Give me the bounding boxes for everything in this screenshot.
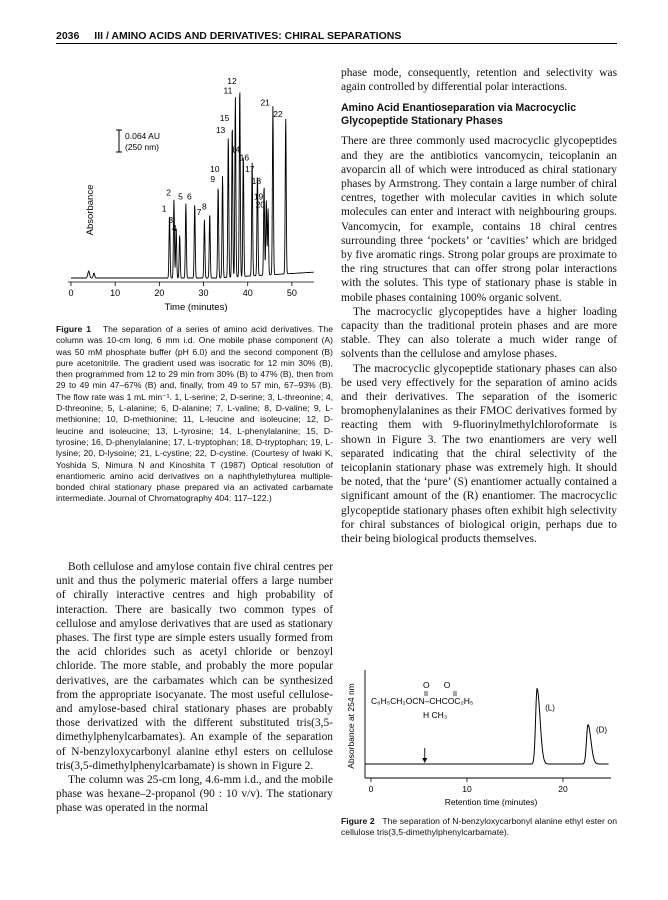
figure1-caption-label: Figure 1 — [56, 324, 92, 334]
figure2-chromatogram — [341, 660, 617, 810]
fig1-x-axis-label: Time (minutes) — [164, 302, 228, 313]
fig1-peak-label: 20 — [255, 199, 266, 210]
fig1-peak-label: 13 — [215, 124, 226, 135]
figure2-caption-label: Figure 2 — [341, 816, 375, 826]
page-header — [56, 30, 616, 44]
figure2-caption-text: The separation of N-benzyloxycarbonyl alanine ethyl ester on cellulose tris(3,5-dimethylphenylcarbamate). — [341, 816, 617, 838]
right-paragraph-1: There are three commonly used macrocyclic glycopeptides and they are the antibiotics vancomycin, teicoplanin an avoparcin all of which were introduced as chiral stationary phases by Armstrong. They contain a large number of chiral centres, together with molecular cavities in which solute molecules can enter and interact with neighbouring groups. Vancomycin, for example, contains 18 chiral centres surrounding three ‘pockets’ or ‘cavities’ which are bridged by five aromatic rings. Strong polar groups are proximate to the ring structures that can offer strong polar interactions with the solutes. This type of stationary phase is stable in mobile phases containing 100% organic solvent. — [341, 135, 617, 304]
fig1-peak-label: 8 — [201, 201, 207, 212]
running-title: III / AMINO ACIDS AND DERIVATIVES: CHIRAL SEPARATIONS — [94, 30, 402, 42]
fig1-tick-label: 30 — [198, 288, 209, 298]
fig2-tick-label: 20 — [558, 784, 568, 794]
fig1-y-axis-label: Absorbance — [85, 184, 96, 236]
fig1-peak-label: 18 — [251, 175, 262, 186]
left-paragraph-1: Both cellulose and amylose contain five chiral centres per unit and thus the polymeric material offers a large number of chirally interactive centres and high probability of interaction. There are basically two common types of cellulose and amylose derivatives that are used as stationary phases. The first type are simple esters usually formed from the acid chlorides such as acetyl chloride or benzoyl chloride. The more stable, and probably the more popular derivatives, are the carbamates which can be synthesized from the appropriate isocyanate. The most useful cellulose- and amylose-based chiral stationary phases are probably those derivatized with the different substituted tris(3,5-dimethylphenylcarbamates). An example of the separation of N-benzyloxycarbonyl alanine ethyl esters on cellulose tris(3,5-dimethylphenylcarbamate) is shown in Figure 2. — [56, 561, 333, 772]
figure2-caption — [341, 816, 617, 839]
page-number: 2036 — [56, 30, 80, 42]
fig1-peak-label: 6 — [186, 191, 192, 202]
fig1-peak-label: 12 — [227, 75, 237, 86]
fig2-structure-line1: O O — [423, 680, 451, 690]
fig2-tick-labels — [369, 778, 568, 794]
fig1-peak-label: 22 — [273, 109, 283, 120]
fig1-peak-label: 11 — [223, 85, 233, 96]
fig1-scale-label: 0.064 AU — [125, 131, 160, 141]
left-column — [56, 560, 333, 816]
fig2-injection-arrowhead — [422, 758, 427, 763]
fig1-tick-label: 0 — [68, 288, 74, 298]
fig2-tick-label: 10 — [462, 784, 472, 794]
fig2-tick-label: 0 — [368, 784, 374, 794]
fig1-peak-label: 14 — [230, 144, 241, 155]
fig1-peak-label: 19 — [253, 191, 264, 202]
fig1-peak-label: 4 — [171, 222, 177, 233]
fig2-peak-label-L: (L) — [545, 703, 555, 713]
right-column — [341, 66, 617, 546]
fig1-peak-label: 3 — [168, 215, 174, 226]
left-paragraph-2: The column was 25-cm long, 4.6-mm i.d., and the mobile phase was hexane–2-propanol (90 : 10 v/v). The stationary phase was operated in the normal — [56, 774, 333, 815]
fig1-peak-label: 16 — [239, 152, 250, 163]
fig2-y-axis-label: Absorbance at 254 nm — [346, 683, 356, 769]
figure1-caption-text: The separation of a series of amino acid derivatives. The column was 10-cm long, 6 mm i.d. One mobile phase component (A) was 50 mM phosphate buffer (pH 6.0) and the second component (B) pure acetonitrile. The gradient used was isocratic for 12 min 30% (B), then programmed from 12 to 29 min from 30% (B) to 47% (B), then from 29 to 49 min 47–67% (B) and, finally, from 49 to 57 min, 67–93% (B). The flow rate was 1 mL min⁻¹. 1, L-serine; 2, D-serine; 3, L-threonine; 4, D-threonine; 5, L-alanine; 6, D-alanine; 7, L-valine; 8, D-valine; 9, L-methionine; 10, D-methionine; 11, L-leucine and isoleucine; 12, D-leucine and isoleucine; 13, L-tyrosine; 14, L-phenylalanine; 15, D-tyrosine; 16, D-phenylalanine; 17, L-tryptophan; 18, D-tryptophan; 19, L-lysine; 20, D-lysoine; 21, L-cystine; 22, D-cystine. (Courtesy of Iwaki K, Yoshida S, Nimura N and Kinoshita T (1987) Optical resolution of enantiomeric amino acid derivatives on a naphthylethylurea multiple-bonded chiral stationary phase prepared via an activated carbamate intermediate. Journal of Chromatography 404: 117–122.) — [56, 324, 333, 504]
right-paragraph-3: The macrocyclic glycopeptide stationary phases can also be used very effectively for the separation of amino acids and their derivatives. The separation of the isomeric bromophenylalanines as their FMOC derivatives formed by reacting them with 9-fluorinylmethylchloroformate is shown in Figure 3. The two enantiomers are very well separated indicating that the chiral selectivity of the teicoplanin stationary phase was extremely high. It should be noted, that the ‘pure’ (S) enantiomer actually contained a significant amount of the (R) enantiomer. The macrocyclic glycopeptide stationary phases often exhibit high selectivity for chiral substances of biological origin, perhaps due to their being biological products themselves. — [341, 362, 617, 546]
header-rule — [56, 43, 617, 44]
fig2-structure-line2: C₆H₅CH₂OCN–CHCOC₂H₅ — [371, 696, 474, 706]
fig1-tick-labels — [68, 282, 296, 298]
fig2-x-axis-label: Retention time (minutes) — [444, 797, 538, 807]
fig2-structure-line3: H CH₃ — [423, 710, 448, 720]
fig1-scale-sub: (250 nm) — [125, 142, 160, 152]
fig1-peak-label: 7 — [196, 207, 202, 218]
right-paragraph-0: phase mode, consequently, retention and selectivity was again controlled by differential polar interactions. — [341, 67, 617, 94]
fig1-tick-label: 50 — [286, 288, 297, 298]
fig1-peak-label: 5 — [178, 191, 183, 202]
fig2-peak-label-D: (D) — [595, 725, 608, 735]
figure1-chromatogram — [56, 60, 326, 322]
fig1-peak-label: 17 — [244, 164, 255, 175]
fig1-peak-label: 21 — [260, 97, 270, 108]
fig1-tick-label: 20 — [154, 288, 165, 298]
figure1-caption — [56, 324, 333, 505]
fig1-peak-label: 9 — [210, 173, 216, 184]
fig1-peak-label: 2 — [166, 187, 171, 198]
right-paragraph-2: The macrocyclic glycopeptides have a higher loading capacity than the traditional protein phases and are more stable. They can also tolerate a much wider range of solvents than the cellulose and amylose phases. — [341, 305, 617, 361]
fig1-tick-label: 40 — [242, 288, 253, 298]
fig1-tick-label: 10 — [110, 288, 121, 298]
fig1-peak-label: 10 — [210, 164, 220, 175]
fig1-trace — [71, 93, 314, 279]
fig1-peak-label: 15 — [219, 113, 230, 124]
fig1-peak-label: 1 — [161, 203, 167, 214]
section-title: Amino Acid Enantioseparation via Macrocyclic Glycopeptide Stationary Phases — [341, 102, 577, 128]
